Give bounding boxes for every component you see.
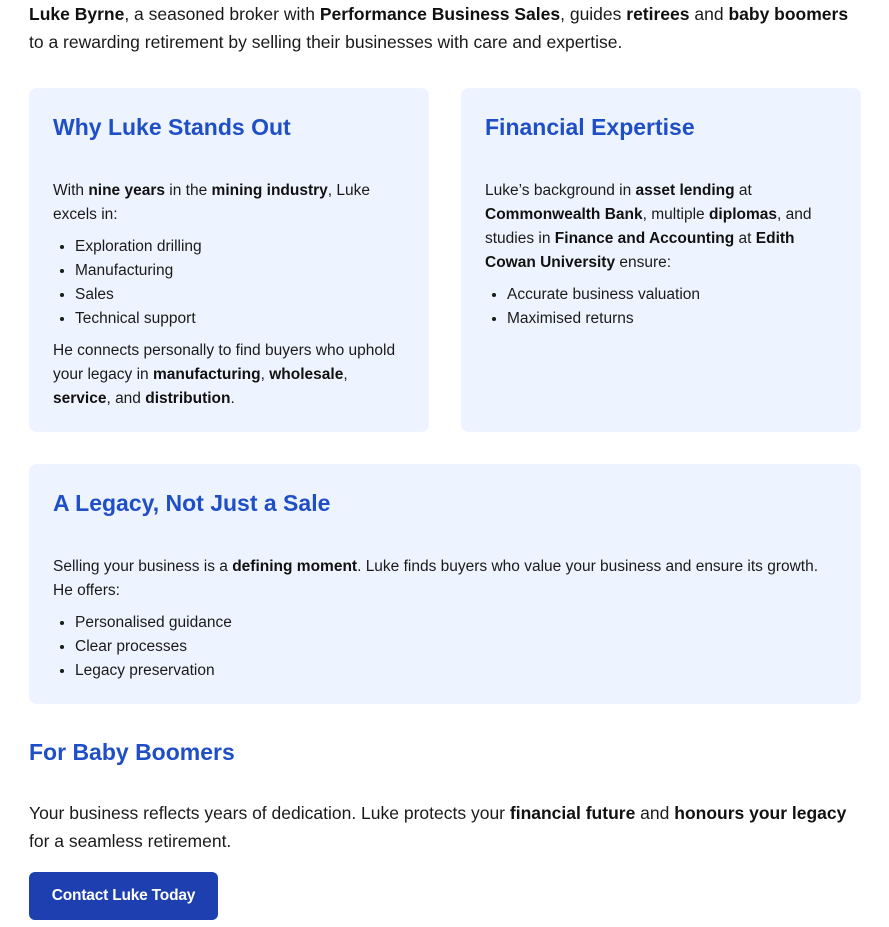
list-item: • Legacy preservation [75, 659, 837, 683]
list-item: • Maximised returns [507, 307, 837, 331]
broker-name: Luke Byrne [29, 4, 125, 24]
list-item: • Manufacturing [75, 259, 405, 283]
offers-list [53, 611, 837, 683]
company-name: Performance Business Sales [319, 4, 561, 24]
skills-list [53, 235, 405, 331]
card-paragraph: Luke’s background in asset lending at Commonwealth Bank, multiple diplomas, and studies in Finance and Accounting at Edith Cowan University ensure: [485, 182, 812, 271]
section-title-baby-boomers: For Baby Boomers [29, 739, 235, 765]
card-paragraph: Selling your business is a defining moment. Luke finds buyers who value your business and ensure its growth. He offers: [53, 558, 819, 599]
card-title: A Legacy, Not Just a Sale [53, 490, 331, 516]
financial-expertise-card [461, 88, 861, 432]
list-item: • Technical support [75, 307, 405, 331]
card-title: Financial Expertise [485, 114, 695, 140]
card-paragraph: He connects personally to find buyers who uphold your legacy in manufacturing, wholesale, service, and distribution. [53, 342, 396, 407]
list-item: • Personalised guidance [75, 611, 837, 635]
intro-paragraph: Luke Byrne, a seasoned broker with Performance Business Sales, guides retirees and baby boomers to a rewarding retirement by selling their businesses with care and expertise. [29, 4, 849, 52]
list-item: • Exploration drilling [75, 235, 405, 259]
list-item: • Sales [75, 283, 405, 307]
list-item: • Clear processes [75, 635, 837, 659]
why-luke-card [29, 88, 429, 432]
contact-luke-button[interactable]: Contact Luke Today [29, 872, 218, 920]
card-title: Why Luke Stands Out [53, 114, 291, 140]
list-item: • Accurate business valuation [507, 283, 837, 307]
expertise-list [485, 283, 837, 331]
legacy-card [29, 464, 861, 704]
boomers-paragraph: Your business reflects years of dedication. Luke protects your financial future and honours your legacy for a seamless retirement. [29, 803, 847, 851]
card-paragraph: With nine years in the mining industry, Luke excels in: [53, 182, 371, 223]
